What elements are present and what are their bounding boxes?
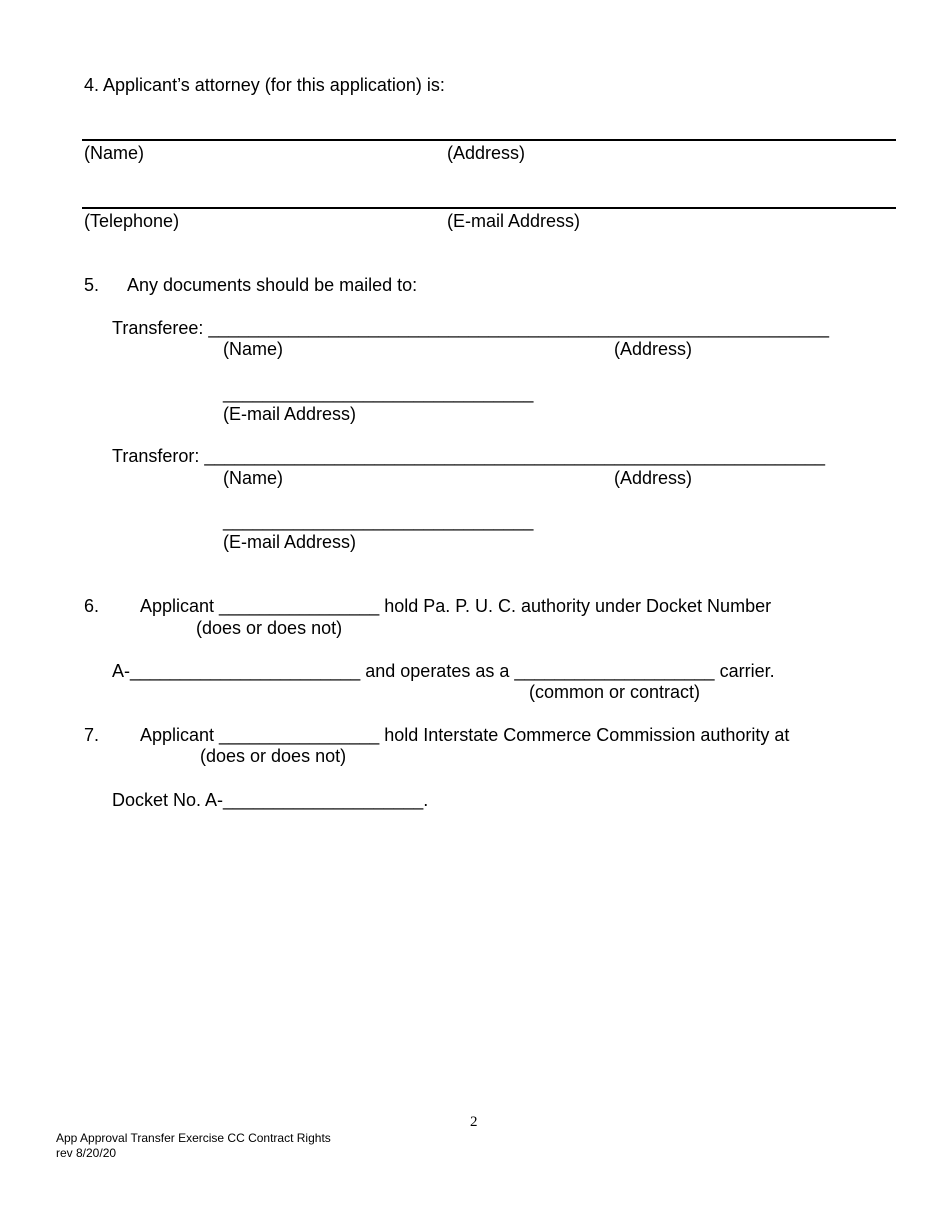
transferee-name-label: (Name) (223, 339, 284, 359)
transferor-email-line[interactable]: _______________________________ (223, 511, 534, 531)
attorney-email-label: (E-mail Address) (447, 211, 581, 231)
section-4-heading: 4. Applicant’s attorney (for this application) is: (84, 75, 445, 95)
attorney-telephone-email-line[interactable] (82, 207, 896, 209)
attorney-telephone-label: (Telephone) (84, 211, 180, 231)
section-5-number: 5. (84, 275, 100, 295)
attorney-name-address-line[interactable] (82, 139, 896, 141)
section-6-line-1[interactable]: Applicant ________________ hold Pa. P. U. C. authority under Docket Number (140, 596, 772, 616)
section-6-number: 6. (84, 596, 100, 616)
section-7-hint-1: (does or does not) (200, 746, 347, 766)
section-7-number: 7. (84, 725, 100, 745)
attorney-address-label: (Address) (447, 143, 526, 163)
section-7-line-2[interactable]: Docket No. A-____________________. (112, 790, 429, 810)
footer-revision: rev 8/20/20 (56, 1146, 117, 1160)
transferee-line[interactable]: Transferee: ______________________________________________________________ (112, 318, 830, 338)
attorney-name-label: (Name) (84, 143, 145, 163)
footer-form-title: App Approval Transfer Exercise CC Contract Rights (56, 1131, 331, 1145)
section-6-hint-2: (common or contract) (529, 682, 701, 702)
transferee-address-label: (Address) (614, 339, 693, 359)
transferor-address-label: (Address) (614, 468, 693, 488)
section-7-line-1[interactable]: Applicant ________________ hold Interstate Commerce Commission authority at (140, 725, 790, 745)
section-6-line-2[interactable]: A-_______________________ and operates as a ____________________ carrier. (112, 661, 775, 681)
section-6-hint-1: (does or does not) (196, 618, 343, 638)
section-5-heading: Any documents should be mailed to: (127, 275, 418, 295)
transferor-name-label: (Name) (223, 468, 284, 488)
transferee-email-line[interactable]: _______________________________ (223, 383, 534, 403)
page-number: 2 (470, 1114, 478, 1130)
transferee-email-label: (E-mail Address) (223, 404, 357, 424)
transferor-email-label: (E-mail Address) (223, 532, 357, 552)
transferor-line[interactable]: Transferor: ______________________________________________________________ (112, 446, 826, 466)
